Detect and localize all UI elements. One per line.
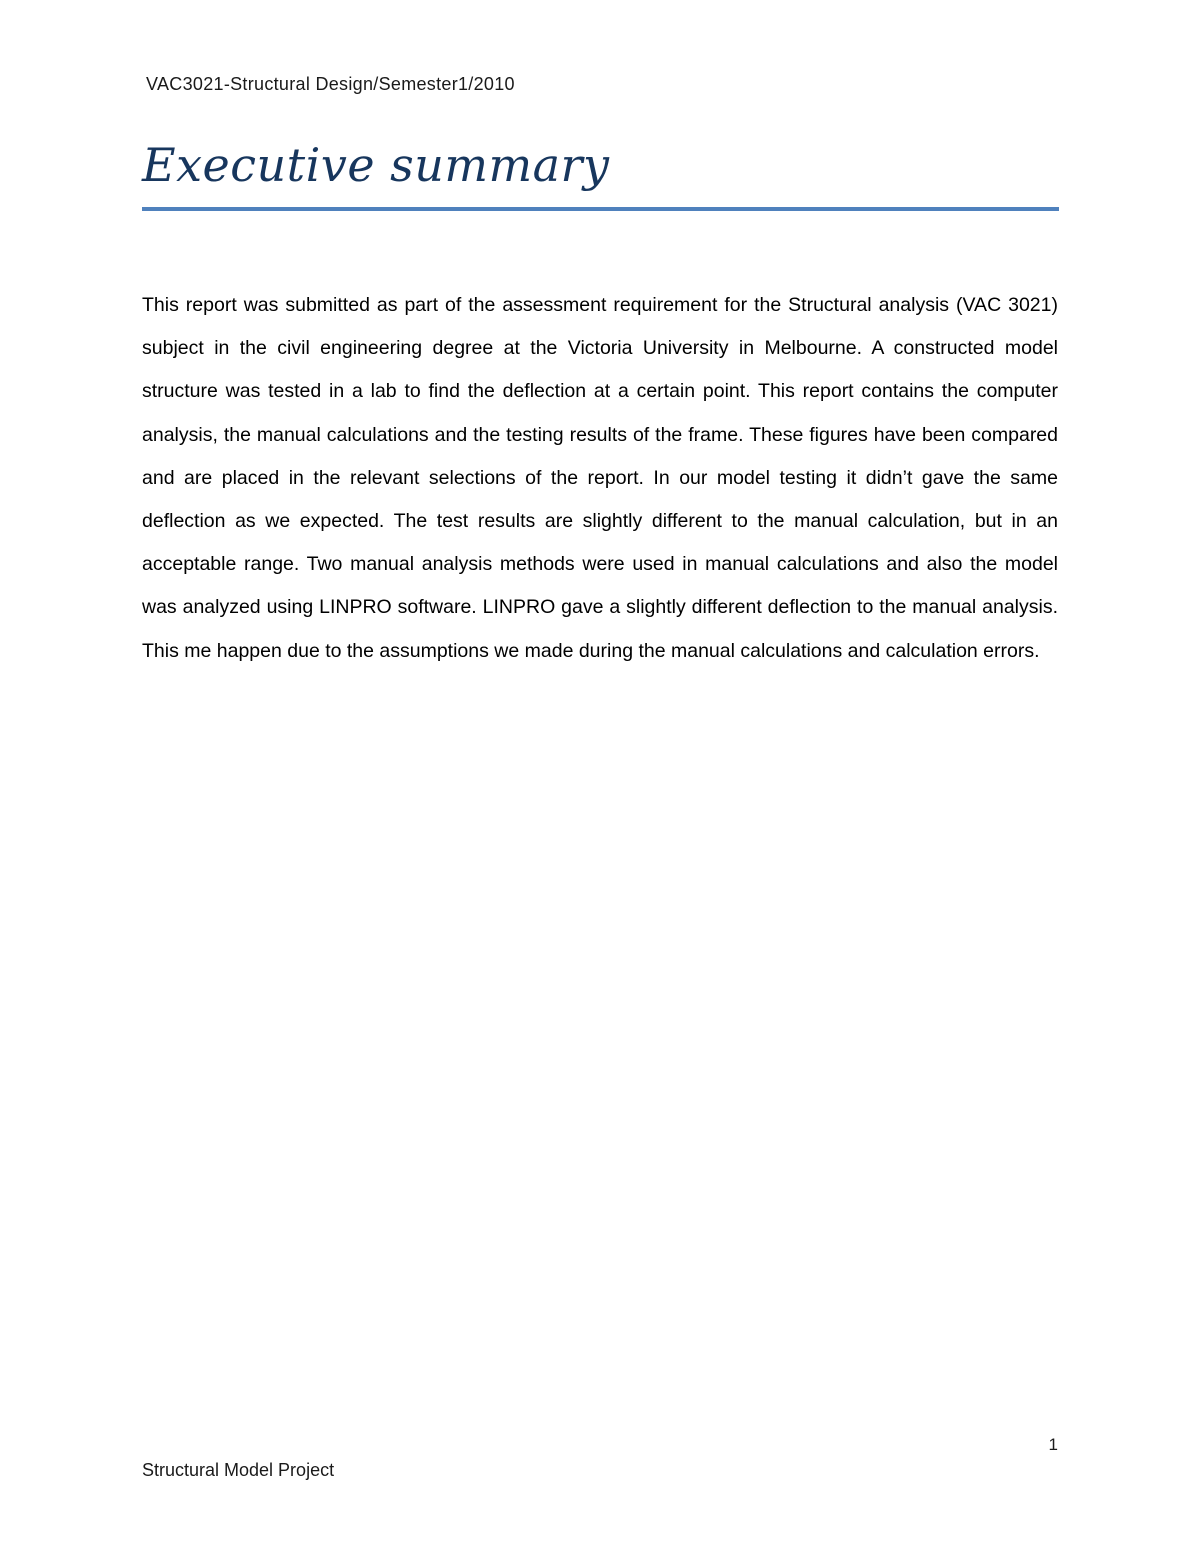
running-header: VAC3021-Structural Design/Semester1/2010	[146, 74, 515, 94]
executive-summary-paragraph: This report was submitted as part of the assessment requirement for the Structural analysis (VAC 3021) subject in the civil engineering degree at the Victoria University in Melbourne. A constructed model structure was tested in a lab to find the deflection at a certain point. This report contains the computer analysis, the manual calculations and the testing results of the frame. These figures have been compared and are placed in the relevant selections of the report. In our model testing it didn’t gave the same deflection as we expected. The test results are slightly different to the manual calculation, but in an acceptable range. Two manual analysis methods were used in manual calculations and also the model was analyzed using LINPRO software. LINPRO gave a slightly different deflection to the manual analysis. This me happen due to the assumptions we made during the manual calculations and calculation errors.	[142, 294, 1058, 662]
running-footer: Structural Model Project	[142, 1460, 335, 1480]
title-underline-rule	[142, 207, 1059, 211]
page-number: 1	[1048, 1435, 1058, 1454]
section-title: Executive summary	[142, 138, 610, 192]
